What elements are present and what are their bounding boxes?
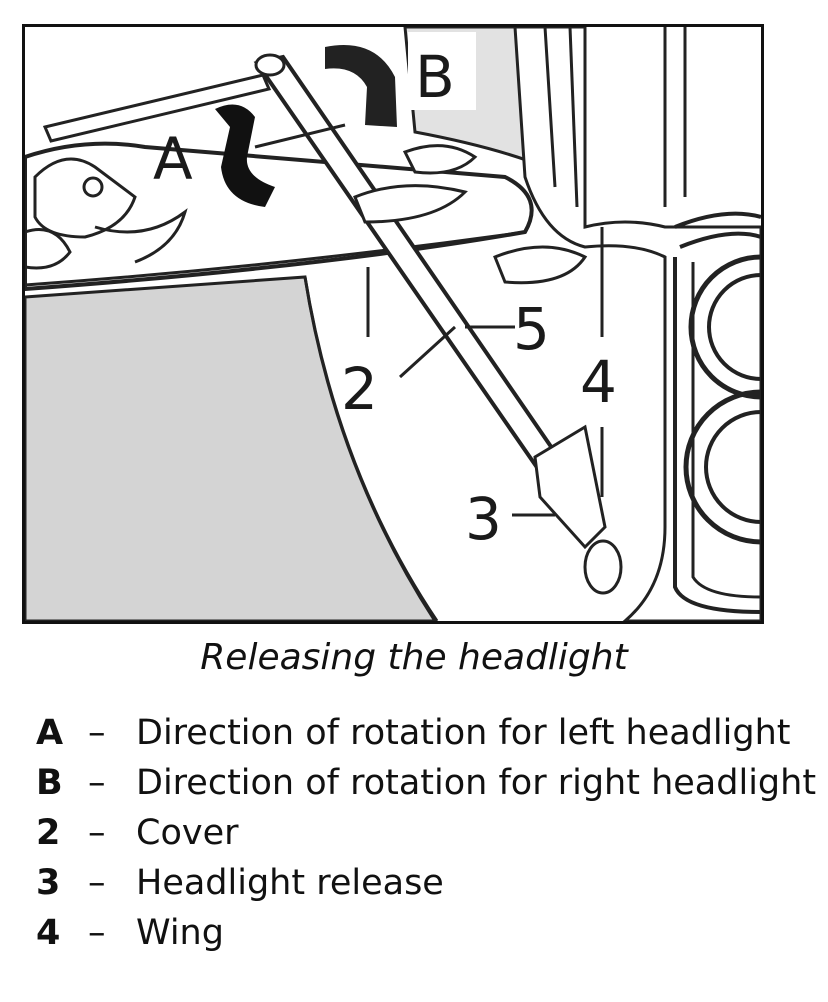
headlight-line-drawing <box>25 27 761 621</box>
figure-caption: Releasing the headlight <box>200 637 628 678</box>
legend-item <box>36 708 816 758</box>
legend-description: Headlight release <box>136 863 444 903</box>
callout-4: 4 <box>580 348 617 416</box>
legend-dash: – <box>88 813 106 853</box>
callout-5: 5 <box>513 295 550 363</box>
legend-dash: – <box>88 863 106 903</box>
legend-dash: – <box>88 763 106 803</box>
legend-description: Wing <box>136 913 224 953</box>
rotation-arrow-right <box>325 45 397 127</box>
legend-key: 3 <box>36 863 61 903</box>
legend-key: A <box>36 713 64 753</box>
legend-item <box>36 908 816 958</box>
legend-item <box>36 858 816 908</box>
legend-dash: – <box>88 913 106 953</box>
legend-key: 4 <box>36 913 61 953</box>
legend-item <box>36 758 816 808</box>
legend-key: B <box>36 763 63 803</box>
callout-2: 2 <box>341 355 378 423</box>
figure-legend <box>36 708 816 958</box>
callout-b: B <box>415 43 455 111</box>
legend-description: Direction of rotation for left headlight <box>136 713 791 753</box>
callout-a: A <box>153 125 193 193</box>
legend-key: 2 <box>36 813 61 853</box>
legend-description: Cover <box>136 813 239 853</box>
bumper-panel <box>25 277 435 621</box>
headlight-illustration <box>22 24 764 624</box>
legend-item <box>36 808 816 858</box>
legend-description: Direction of rotation for right headlight <box>136 763 817 803</box>
legend-dash: – <box>88 713 106 753</box>
callout-3: 3 <box>465 485 502 553</box>
